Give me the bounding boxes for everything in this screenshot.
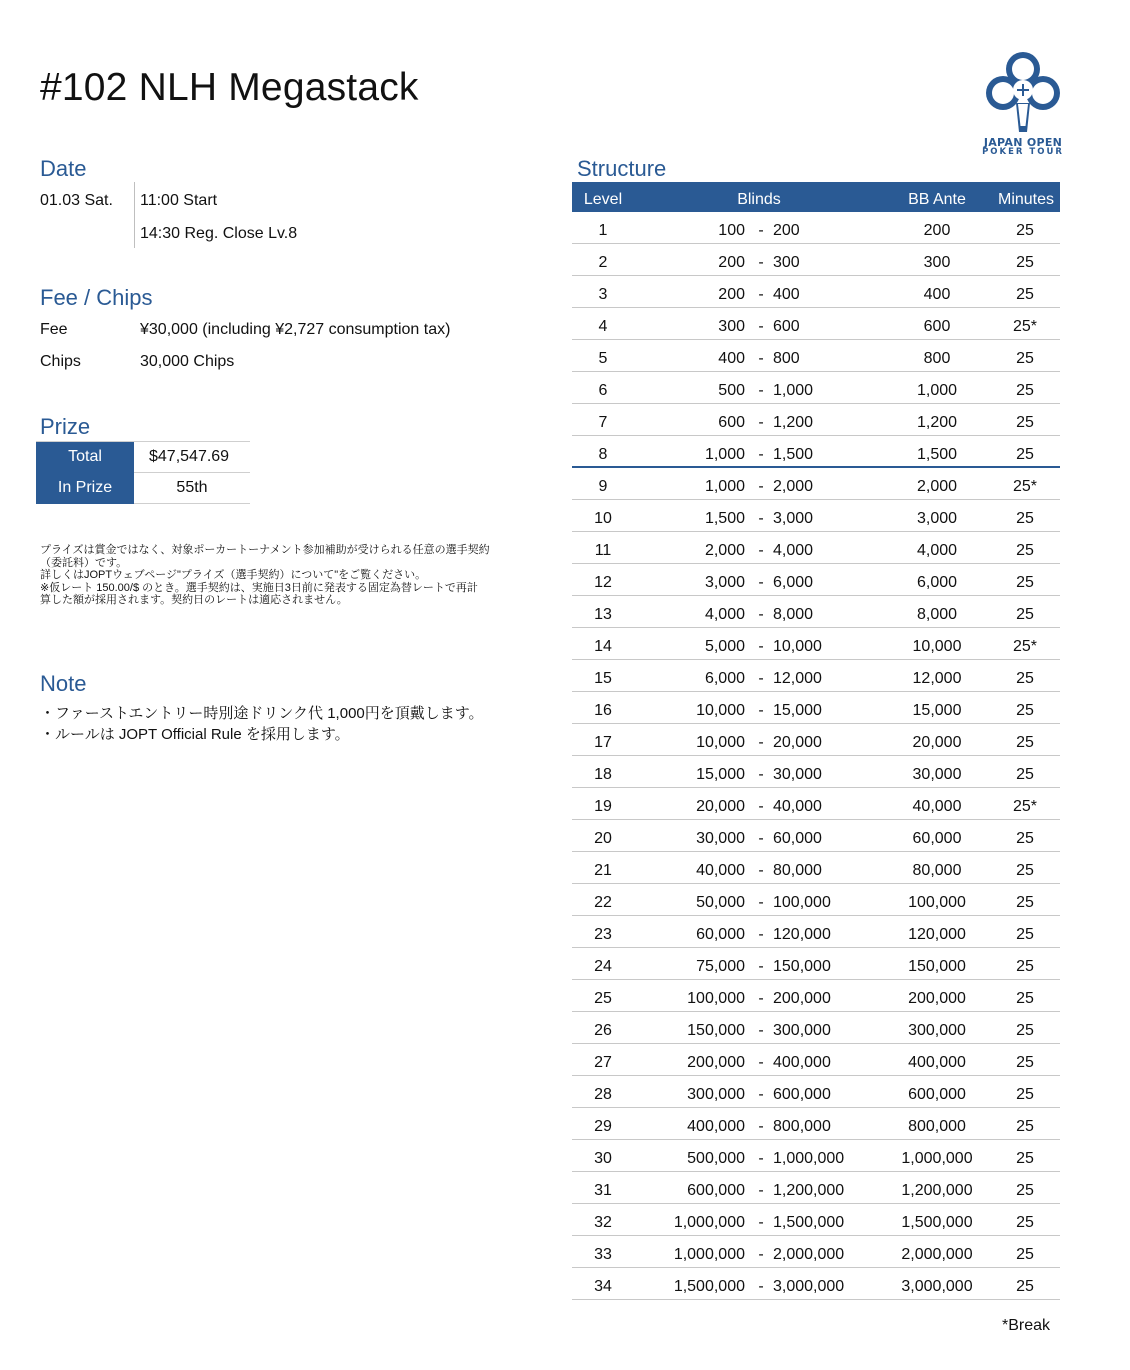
minutes-cell: 25 (1016, 606, 1034, 623)
blind-separator: - (758, 702, 764, 719)
big-blind-cell: 8,000 (773, 606, 814, 623)
big-blind-cell: 1,500 (773, 446, 814, 463)
header-ante: BB Ante (908, 191, 966, 208)
in-prize-label: In Prize (36, 473, 134, 504)
level-cell: 29 (594, 1118, 612, 1135)
structure-row (572, 724, 1060, 756)
blind-separator: - (758, 1022, 764, 1039)
fee-chips-heading: Fee / Chips (40, 285, 153, 310)
minutes-cell: 25 (1016, 542, 1034, 559)
small-blind-cell: 5,000 (704, 638, 745, 655)
level-cell: 32 (594, 1214, 612, 1231)
level-cell: 10 (594, 510, 612, 527)
prize-heading: Prize (40, 414, 91, 439)
blind-separator: - (758, 1214, 764, 1231)
blind-separator: - (758, 734, 764, 751)
minutes-cell: 25* (1012, 318, 1038, 335)
small-blind-cell: 200,000 (687, 1054, 745, 1071)
bb-ante-cell: 80,000 (912, 862, 962, 879)
blind-separator: - (758, 1246, 764, 1263)
bb-ante-cell: 200,000 (908, 990, 966, 1007)
bb-ante-cell: 2,000 (916, 478, 958, 495)
disclaimer-line: ※仮レート 150.00/$ のとき。選手契約は、実施日3日前に発表する固定為替レートで再計 (40, 581, 478, 594)
minutes-cell: 25 (1016, 670, 1034, 687)
bb-ante-cell: 12,000 (912, 670, 962, 687)
minutes-cell: 25 (1016, 1086, 1034, 1103)
level-cell: 27 (594, 1054, 612, 1071)
small-blind-cell: 2,000 (704, 542, 745, 559)
big-blind-cell: 800 (773, 350, 800, 367)
big-blind-cell: 60,000 (773, 830, 822, 847)
prize-total-value: $47,547.69 (134, 442, 250, 473)
minutes-cell: 25 (1016, 894, 1034, 911)
blind-separator: - (758, 446, 764, 463)
minutes-cell: 25 (1016, 286, 1034, 303)
small-blind-cell: 100 (718, 222, 745, 239)
blind-separator: - (758, 1150, 764, 1167)
small-blind-cell: 600 (718, 414, 745, 431)
level-cell: 12 (594, 574, 612, 591)
structure-table (572, 182, 1060, 1300)
structure-row (572, 500, 1060, 532)
structure-row (572, 884, 1060, 916)
structure-row (572, 1012, 1060, 1044)
note-line: ・ファーストエントリー時別途ドリンク代 1,000円を頂戴します。 (40, 705, 484, 722)
blind-separator: - (758, 1278, 764, 1295)
structure-row (572, 404, 1060, 436)
blind-separator: - (758, 574, 764, 591)
structure-row (572, 692, 1060, 724)
level-cell: 17 (594, 734, 612, 751)
minutes-cell: 25 (1016, 1118, 1034, 1135)
bb-ante-cell: 200 (923, 222, 951, 239)
big-blind-cell: 600 (773, 318, 800, 335)
level-cell: 4 (598, 318, 608, 335)
small-blind-cell: 1,000 (704, 446, 745, 463)
structure-row (572, 244, 1060, 276)
blind-separator: - (758, 1182, 764, 1199)
blind-separator: - (758, 606, 764, 623)
level-cell: 34 (594, 1278, 612, 1295)
structure-row (572, 788, 1060, 820)
big-blind-cell: 6,000 (773, 574, 814, 591)
blind-separator: - (758, 382, 764, 399)
minutes-cell: 25 (1016, 702, 1034, 719)
big-blind-cell: 4,000 (773, 542, 814, 559)
start-time: 11:00 Start (140, 192, 218, 209)
structure-row (572, 820, 1060, 852)
big-blind-cell: 3,000 (773, 510, 814, 527)
small-blind-cell: 3,000 (704, 574, 745, 591)
small-blind-cell: 1,500 (704, 510, 745, 527)
bb-ante-cell: 3,000 (916, 510, 958, 527)
bb-ante-cell: 1,500 (916, 446, 958, 463)
structure-row (572, 1140, 1060, 1172)
blind-separator: - (758, 222, 764, 239)
big-blind-cell: 150,000 (773, 958, 831, 975)
small-blind-cell: 100,000 (687, 990, 745, 1007)
bb-ante-cell: 1,500,000 (901, 1214, 973, 1231)
minutes-cell: 25 (1016, 414, 1034, 431)
disclaimer-line: 算した額が採用されます。契約日のレートは適応されません。 (40, 594, 348, 607)
bb-ante-cell: 1,200 (916, 414, 958, 431)
structure-row (572, 532, 1060, 564)
level-cell: 8 (598, 446, 608, 463)
small-blind-cell: 10,000 (696, 702, 745, 719)
structure-row (572, 436, 1060, 468)
level-cell: 25 (594, 990, 612, 1007)
level-cell: 11 (594, 542, 612, 559)
structure-row (572, 276, 1060, 308)
big-blind-cell: 2,000 (773, 478, 814, 495)
big-blind-cell: 400 (773, 286, 800, 303)
level-cell: 16 (594, 702, 612, 719)
minutes-cell: 25 (1016, 222, 1034, 239)
level-cell: 19 (594, 798, 612, 815)
small-blind-cell: 300 (718, 318, 745, 335)
structure-row (572, 1108, 1060, 1140)
blind-separator: - (758, 542, 764, 559)
big-blind-cell: 120,000 (773, 926, 831, 943)
bb-ante-cell: 800 (923, 350, 951, 367)
header-minutes: Minutes (997, 191, 1055, 208)
level-cell: 20 (594, 830, 612, 847)
small-blind-cell: 10,000 (696, 734, 745, 751)
bb-ante-cell: 4,000 (916, 542, 958, 559)
minutes-cell: 25 (1016, 862, 1034, 879)
minutes-cell: 25 (1016, 1214, 1034, 1231)
blind-separator: - (758, 798, 764, 815)
bb-ante-cell: 60,000 (912, 830, 962, 847)
blind-separator: - (758, 990, 764, 1007)
small-blind-cell: 60,000 (696, 926, 745, 943)
fee-label: Fee (40, 321, 68, 338)
prize-in-prize-row (36, 473, 250, 504)
structure-row (572, 1236, 1060, 1268)
minutes-cell: 25 (1016, 990, 1034, 1007)
small-blind-cell: 500,000 (687, 1150, 745, 1167)
bb-ante-cell: 400 (923, 286, 951, 303)
small-blind-cell: 1,000,000 (673, 1246, 745, 1263)
minutes-cell: 25 (1016, 382, 1034, 399)
fee-value: ¥30,000 (including ¥2,727 consumption tax) (140, 321, 451, 338)
bb-ante-cell: 1,200,000 (901, 1182, 973, 1199)
big-blind-cell: 1,200 (773, 414, 814, 431)
big-blind-cell: 20,000 (773, 734, 822, 751)
blind-separator: - (758, 862, 764, 879)
bb-ante-cell: 2,000,000 (901, 1246, 973, 1263)
level-cell: 2 (598, 254, 608, 271)
big-blind-cell: 1,000 (773, 382, 814, 399)
structure-row (572, 308, 1060, 340)
bb-ante-cell: 120,000 (908, 926, 966, 943)
small-blind-cell: 200 (718, 286, 745, 303)
reg-close-time: 14:30 Reg. Close Lv.8 (140, 225, 298, 242)
prize-table (36, 441, 250, 504)
structure-row (572, 916, 1060, 948)
big-blind-cell: 1,000,000 (773, 1150, 845, 1167)
bb-ante-cell: 300,000 (908, 1022, 966, 1039)
small-blind-cell: 1,000 (704, 478, 745, 495)
prize-disclaimer (40, 544, 530, 607)
blind-separator: - (758, 926, 764, 943)
structure-row (572, 1268, 1060, 1300)
structure-row (572, 1044, 1060, 1076)
minutes-cell: 25* (1012, 798, 1038, 815)
level-cell: 21 (594, 862, 612, 879)
note-line: ・ルールは JOPT Official Rule を採用します。 (40, 726, 350, 743)
disclaimer-line: プライズは賞金ではなく、対象ポーカートーナメント参加補助が受けられる任意の選手契約 (40, 544, 490, 556)
blind-separator: - (758, 414, 764, 431)
small-blind-cell: 200 (718, 254, 745, 271)
structure-row (572, 564, 1060, 596)
small-blind-cell: 150,000 (687, 1022, 745, 1039)
blind-separator: - (758, 1054, 764, 1071)
small-blind-cell: 600,000 (687, 1182, 745, 1199)
bb-ante-cell: 15,000 (912, 702, 962, 719)
logo-text-line1: JAPAN OPEN (983, 136, 1063, 149)
bb-ante-cell: 400,000 (908, 1054, 966, 1071)
date-heading: Date (40, 156, 87, 181)
in-prize-value: 55th (134, 473, 250, 504)
bb-ante-cell: 6,000 (916, 574, 958, 591)
note-heading: Note (40, 671, 87, 696)
structure-row (572, 468, 1060, 500)
structure-row (572, 1204, 1060, 1236)
header-blinds: Blinds (737, 191, 781, 208)
small-blind-cell: 400 (718, 350, 745, 367)
level-cell: 14 (594, 638, 612, 655)
big-blind-cell: 80,000 (773, 862, 822, 879)
bb-ante-cell: 1,000 (916, 382, 958, 399)
level-cell: 13 (594, 606, 612, 623)
level-cell: 30 (594, 1150, 612, 1167)
big-blind-cell: 2,000,000 (773, 1246, 845, 1263)
structure-row (572, 1076, 1060, 1108)
structure-row (572, 596, 1060, 628)
minutes-cell: 25 (1016, 766, 1034, 783)
blind-separator: - (758, 958, 764, 975)
small-blind-cell: 30,000 (696, 830, 745, 847)
level-cell: 31 (594, 1182, 612, 1199)
minutes-cell: 25 (1016, 446, 1034, 463)
small-blind-cell: 6,000 (704, 670, 745, 687)
minutes-cell: 25 (1016, 1278, 1034, 1295)
disclaimer-line: （委託料）です。 (40, 556, 128, 569)
date-day: 01.03 Sat. (40, 192, 113, 209)
bb-ante-cell: 100,000 (908, 894, 966, 911)
minutes-cell: 25 (1016, 830, 1034, 847)
level-cell: 26 (594, 1022, 612, 1039)
bb-ante-cell: 800,000 (908, 1118, 966, 1135)
prize-total-label: Total (36, 442, 134, 473)
small-blind-cell: 20,000 (696, 798, 745, 815)
chips-value: 30,000 Chips (140, 353, 235, 370)
level-cell: 7 (598, 414, 608, 431)
bb-ante-cell: 150,000 (908, 958, 966, 975)
logo-text-line2: POKER TOUR (982, 147, 1064, 157)
structure-row (572, 340, 1060, 372)
minutes-cell: 25 (1016, 926, 1034, 943)
structure-rows (572, 212, 1060, 1300)
note-body (40, 703, 484, 745)
level-cell: 6 (598, 382, 608, 399)
structure-row (572, 372, 1060, 404)
minutes-cell: 25 (1016, 958, 1034, 975)
bb-ante-cell: 600,000 (908, 1086, 966, 1103)
minutes-cell: 25 (1016, 1022, 1034, 1039)
minutes-cell: 25 (1016, 1182, 1034, 1199)
bb-ante-cell: 10,000 (912, 638, 962, 655)
minutes-cell: 25* (1012, 478, 1038, 495)
level-cell: 1 (598, 222, 608, 239)
club-logo-icon (980, 48, 1066, 138)
minutes-cell: 25 (1016, 1054, 1034, 1071)
blind-separator: - (758, 478, 764, 495)
chips-label: Chips (40, 353, 81, 370)
big-blind-cell: 400,000 (773, 1054, 831, 1071)
minutes-cell: 25* (1012, 638, 1038, 655)
level-cell: 18 (594, 766, 612, 783)
minutes-cell: 25 (1016, 734, 1034, 751)
blind-separator: - (758, 638, 764, 655)
big-blind-cell: 300,000 (773, 1022, 831, 1039)
prize-total-row (36, 442, 250, 473)
bb-ante-cell: 40,000 (912, 798, 962, 815)
break-footnote: *Break (1002, 1317, 1051, 1334)
bb-ante-cell: 1,000,000 (901, 1150, 973, 1167)
structure-row (572, 980, 1060, 1012)
big-blind-cell: 200,000 (773, 990, 831, 1007)
blind-separator: - (758, 1118, 764, 1135)
big-blind-cell: 15,000 (773, 702, 822, 719)
small-blind-cell: 75,000 (696, 958, 745, 975)
structure-row (572, 756, 1060, 788)
date-divider (134, 182, 135, 248)
disclaimer-line: 詳しくはJOPTウェブページ"プライズ（選手契約）について"をご覧ください。 (40, 569, 427, 582)
small-blind-cell: 40,000 (696, 862, 745, 879)
big-blind-cell: 800,000 (773, 1118, 831, 1135)
level-cell: 23 (594, 926, 612, 943)
blind-separator: - (758, 510, 764, 527)
level-cell: 28 (594, 1086, 612, 1103)
bb-ante-cell: 30,000 (912, 766, 962, 783)
small-blind-cell: 15,000 (696, 766, 745, 783)
level-cell: 3 (598, 286, 608, 303)
big-blind-cell: 10,000 (773, 638, 822, 655)
structure-row (572, 628, 1060, 660)
big-blind-cell: 1,200,000 (773, 1182, 845, 1199)
bb-ante-cell: 20,000 (912, 734, 962, 751)
minutes-cell: 25 (1016, 254, 1034, 271)
level-cell: 22 (594, 894, 612, 911)
small-blind-cell: 400,000 (687, 1118, 745, 1135)
structure-row (572, 948, 1060, 980)
blind-separator: - (758, 350, 764, 367)
small-blind-cell: 300,000 (687, 1086, 745, 1103)
small-blind-cell: 500 (718, 382, 745, 399)
big-blind-cell: 1,500,000 (773, 1214, 845, 1231)
bb-ante-cell: 300 (923, 254, 951, 271)
jopt-logo (980, 48, 1066, 158)
blind-separator: - (758, 318, 764, 335)
big-blind-cell: 100,000 (773, 894, 831, 911)
bb-ante-cell: 3,000,000 (901, 1278, 973, 1295)
minutes-cell: 25 (1016, 350, 1034, 367)
big-blind-cell: 3,000,000 (773, 1278, 845, 1295)
minutes-cell: 25 (1016, 1150, 1034, 1167)
blind-separator: - (758, 766, 764, 783)
minutes-cell: 25 (1016, 1246, 1034, 1263)
level-cell: 33 (594, 1246, 612, 1263)
structure-heading: Structure (577, 156, 667, 181)
level-cell: 5 (598, 350, 608, 367)
header-level: Level (583, 191, 623, 208)
blind-separator: - (758, 254, 764, 271)
structure-row (572, 852, 1060, 884)
small-blind-cell: 1,500,000 (673, 1278, 745, 1295)
minutes-cell: 25 (1016, 574, 1034, 591)
level-cell: 24 (594, 958, 612, 975)
small-blind-cell: 4,000 (704, 606, 745, 623)
structure-header-row (572, 182, 1060, 212)
big-blind-cell: 30,000 (773, 766, 822, 783)
level-cell: 15 (594, 670, 612, 687)
big-blind-cell: 600,000 (773, 1086, 831, 1103)
level-cell: 9 (598, 478, 608, 495)
small-blind-cell: 50,000 (696, 894, 745, 911)
bb-ante-cell: 8,000 (916, 606, 958, 623)
big-blind-cell: 300 (773, 254, 800, 271)
bb-ante-cell: 600 (923, 318, 951, 335)
small-blind-cell: 1,000,000 (673, 1214, 745, 1231)
blind-separator: - (758, 894, 764, 911)
blind-separator: - (758, 670, 764, 687)
blind-separator: - (758, 1086, 764, 1103)
blind-separator: - (758, 830, 764, 847)
structure-row (572, 212, 1060, 244)
minutes-cell: 25 (1016, 510, 1034, 527)
structure-row (572, 660, 1060, 692)
page-title: #102 NLH Megastack (40, 66, 419, 109)
big-blind-cell: 12,000 (773, 670, 822, 687)
blind-separator: - (758, 286, 764, 303)
big-blind-cell: 200 (773, 222, 800, 239)
big-blind-cell: 40,000 (773, 798, 822, 815)
structure-row (572, 1172, 1060, 1204)
